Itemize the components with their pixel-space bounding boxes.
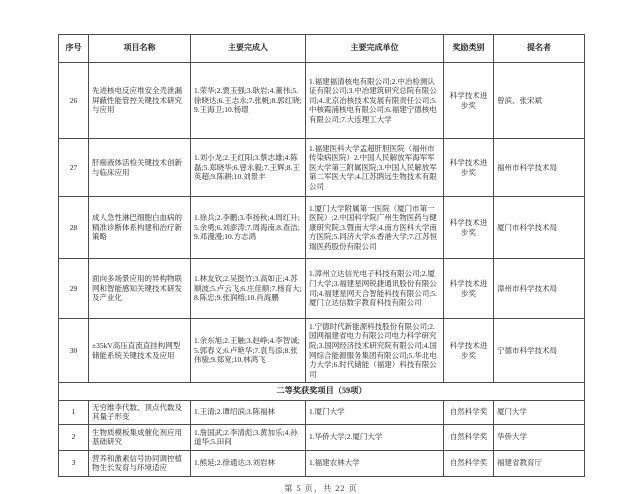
- cell-project-name: 面向多场景应用的异构物联网和智能感知关键技术研发及产业化: [89, 259, 191, 319]
- cell-no: 1: [59, 400, 89, 424]
- cell-units: 1.厦门大学附属第一医院（厦门市第一医院）;2.中国科学院广州生物医药与健康研究院;3.暨南大学;4.南方医科大学南方医院;5.同济大学;6.香港大学;7.江苏恒瑞医药股份有限公司: [306, 197, 444, 259]
- table-row: [59, 259, 585, 319]
- cell-project-name: 营养和激素信号协同调控植物生长发育与环境适应: [89, 450, 191, 476]
- cell-nominator: 福建省教育厅: [494, 450, 585, 476]
- cell-category: 自然科学奖: [444, 400, 494, 424]
- col-header-contributors: 主要完成人: [191, 35, 306, 63]
- cell-units: 1.福建农林大学: [306, 450, 444, 476]
- awards-table: [58, 34, 585, 477]
- cell-units: 1.福建福清核电有限公司;2.中冶检测认证有限公司;3.中冶建筑研究总院有限公司;4.北京冶核技术发展有限责任公司;5.中核霞浦核电有限公司;6.福建宁德核电有限公司;7.大连理工大学: [306, 63, 444, 139]
- cell-project-name: 生物质模板集成催化剂应用基础研究: [89, 424, 191, 450]
- cell-units: 1.华侨大学;2.厦门大学: [306, 424, 444, 450]
- cell-project-name: 成人急性淋巴细胞白血病的精准诊断体系构建和治疗新策略: [89, 197, 191, 259]
- table-row: [59, 197, 585, 259]
- section-title-second-prize: [59, 383, 585, 401]
- cell-nominator: 曾滨、张宋斌: [494, 63, 585, 139]
- cell-units: 1.福建医科大学孟超肝胆医院（福州市传染病医院）2.中国人民解放军海军军医大学第三附属医院;3.中国人民解放军第二军医大学;4.江苏鹍远生物技术有限公司: [306, 139, 444, 197]
- table-row: [59, 424, 585, 450]
- cell-contributors: 1.徐兵;2.李鹏;3.李扬秋;4.周红升;5.余勇;6.刘澎涛;7.周海南;8.查洁;9.邓漫漫;10.方志鸿: [191, 197, 306, 259]
- cell-category: 科学技术进步奖: [444, 139, 494, 197]
- table-row: [59, 63, 585, 139]
- cell-units: 1.厦门大学: [306, 400, 444, 424]
- cell-contributors: 1.荣华;2.贾玉强;3.耿岩;4.董伟;5.徐晓达;6.王志永;7.张帆;8.郭红晓;9.王海卫;10.杨璟: [191, 63, 306, 139]
- cell-project-name: 无穷维李代数、顶点代数及其量子形变: [89, 400, 191, 424]
- table-row: [59, 319, 585, 383]
- cell-project-name: ±35kV高压直流直挂构网型储能系统关键技术及应用: [89, 319, 191, 383]
- cell-nominator: 厦门大学: [494, 400, 585, 424]
- cell-project-name: 先进核电反应堆安全壳泄漏屏蔽性能管控关键技术研究与应用: [89, 63, 191, 139]
- cell-no: 30: [59, 319, 89, 383]
- table-row: [59, 139, 585, 197]
- table-row: [59, 400, 585, 424]
- cell-contributors: 1.刘小龙;2.王红阳;3.蔡志雄;4.陈磊;5.郑晓华;6.曾永毅;7.王辉;8.王英超;9.陈耕;10.刘景丰: [191, 139, 306, 197]
- cell-category: 科学技术进步奖: [444, 319, 494, 383]
- section-title-text: 二等奖获奖项目（59项）: [59, 383, 585, 401]
- cell-no: 3: [59, 450, 89, 476]
- col-header-project-name: 项目名称: [89, 35, 191, 63]
- cell-nominator: 宁德市科学技术局: [494, 319, 585, 383]
- cell-no: 2: [59, 424, 89, 450]
- cell-nominator: 福州市科学技术局: [494, 139, 585, 197]
- cell-category: 科学技术进步奖: [444, 259, 494, 319]
- col-header-units: 主要完成单位: [306, 35, 444, 63]
- cell-project-name: 肝癌液体活检关键技术创新与临床应用: [89, 139, 191, 197]
- cell-nominator: 厦门市科学技术局: [494, 197, 585, 259]
- cell-units: 1.漳州立达信光电子科技有限公司;2.厦门大学;3.福建星网锐捷通讯股份有限公司;4.福建星网天合智能科技有限公司;5.厦门立达信数字教育科技有限公司: [306, 259, 444, 319]
- header-row: [59, 35, 585, 63]
- cell-contributors: 1.余东旭;2.王触;3.赵峥;4.李智诚;5.郭春义;6.卢艳华;7.袁鸟添;8.张伟骏;9.郑宽;10.林鸿飞: [191, 319, 306, 383]
- cell-category: 自然科学奖: [444, 450, 494, 476]
- cell-category: 自然科学奖: [444, 424, 494, 450]
- page-footer: 第 5 页，共 22 页: [284, 483, 358, 493]
- col-header-no: 序号: [59, 35, 89, 63]
- cell-no: 26: [59, 63, 89, 139]
- cell-category: 科学技术进步奖: [444, 197, 494, 259]
- cell-category: 科学技术进步奖: [444, 63, 494, 139]
- cell-no: 27: [59, 139, 89, 197]
- cell-nominator: 漳州市科学技术局: [494, 259, 585, 319]
- col-header-category: 奖励类别: [444, 35, 494, 63]
- cell-no: 29: [59, 259, 89, 319]
- table-row: [59, 450, 585, 476]
- cell-contributors: 1.熊延;2.徐通达;3.刘岩林: [191, 450, 306, 476]
- cell-no: 28: [59, 197, 89, 259]
- cell-contributors: 1.王清;2.谭绍滨;3.陈福林: [191, 400, 306, 424]
- cell-units: 1.宁德时代新能源科技股份有限公司;2.国网福建省电力有限公司电力科学研究院;3.国网经济技术研究院有限公司;4.国网综合能源服务集团有限公司;5.华北电力大学;6.时代储能（福建）科技有限公司: [306, 319, 444, 383]
- cell-contributors: 1.詹国武;2.李清彪;3.黄加乐;4.孙道华;5.田间: [191, 424, 306, 450]
- cell-contributors: 1.林友钦;2.吴挺竹;3.高如正;4.苏顺波;5.卢云飞;6.庄佳顺;7.杨育大;8.陈忠;9.张润榕;10.肖海鹏: [191, 259, 306, 319]
- col-header-nominator: 提名者: [494, 35, 585, 63]
- cell-nominator: 华侨大学: [494, 424, 585, 450]
